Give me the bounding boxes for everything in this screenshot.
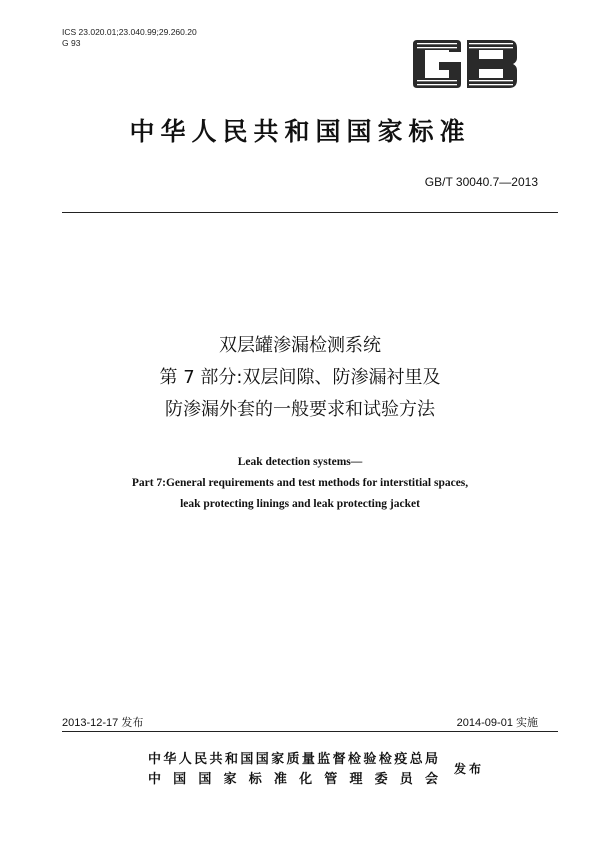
chinese-title-line-3: 防渗漏外套的一般要求和试验方法 (165, 399, 435, 420)
publish-label: 发布 (454, 762, 485, 776)
chinese-title-line-1: 双层罐渗漏检测系统 (219, 335, 381, 356)
standard-type-title: 中华人民共和国国家标准 (129, 117, 471, 146)
ics-classification (62, 27, 197, 49)
english-title-line-2: Part 7:General requirements and test methods for interstitial spaces, (131, 477, 469, 489)
ics-codes: ICS 23.020.01;23.040.99;29.260.20 (62, 27, 197, 37)
issue-date: 2013-12-17 发布 (62, 717, 144, 729)
issuer-sac: 中国国家标准化管理委员会 (148, 772, 438, 787)
english-title-line-3: leak protecting linings and leak protecting jacket (180, 498, 420, 510)
issuer-aqsiq: 中华人民共和国国家质量监督检验检疫总局 (148, 752, 438, 767)
english-title (0, 452, 600, 515)
bottom-divider (62, 731, 558, 732)
chinese-title-line-2: 第 7 部分:双层间隙、防渗漏衬里及 (159, 367, 441, 388)
implementation-date: 2014-09-01 实施 (456, 717, 538, 729)
top-divider (62, 212, 558, 213)
chinese-title (0, 330, 600, 426)
gb-logo-icon (409, 38, 521, 90)
issuing-authorities (148, 750, 438, 790)
english-title-line-1: Leak detection systems— (237, 456, 363, 468)
ccs-code: G 93 (62, 38, 81, 48)
standard-number: GB/T 30040.7—2013 (424, 175, 538, 189)
